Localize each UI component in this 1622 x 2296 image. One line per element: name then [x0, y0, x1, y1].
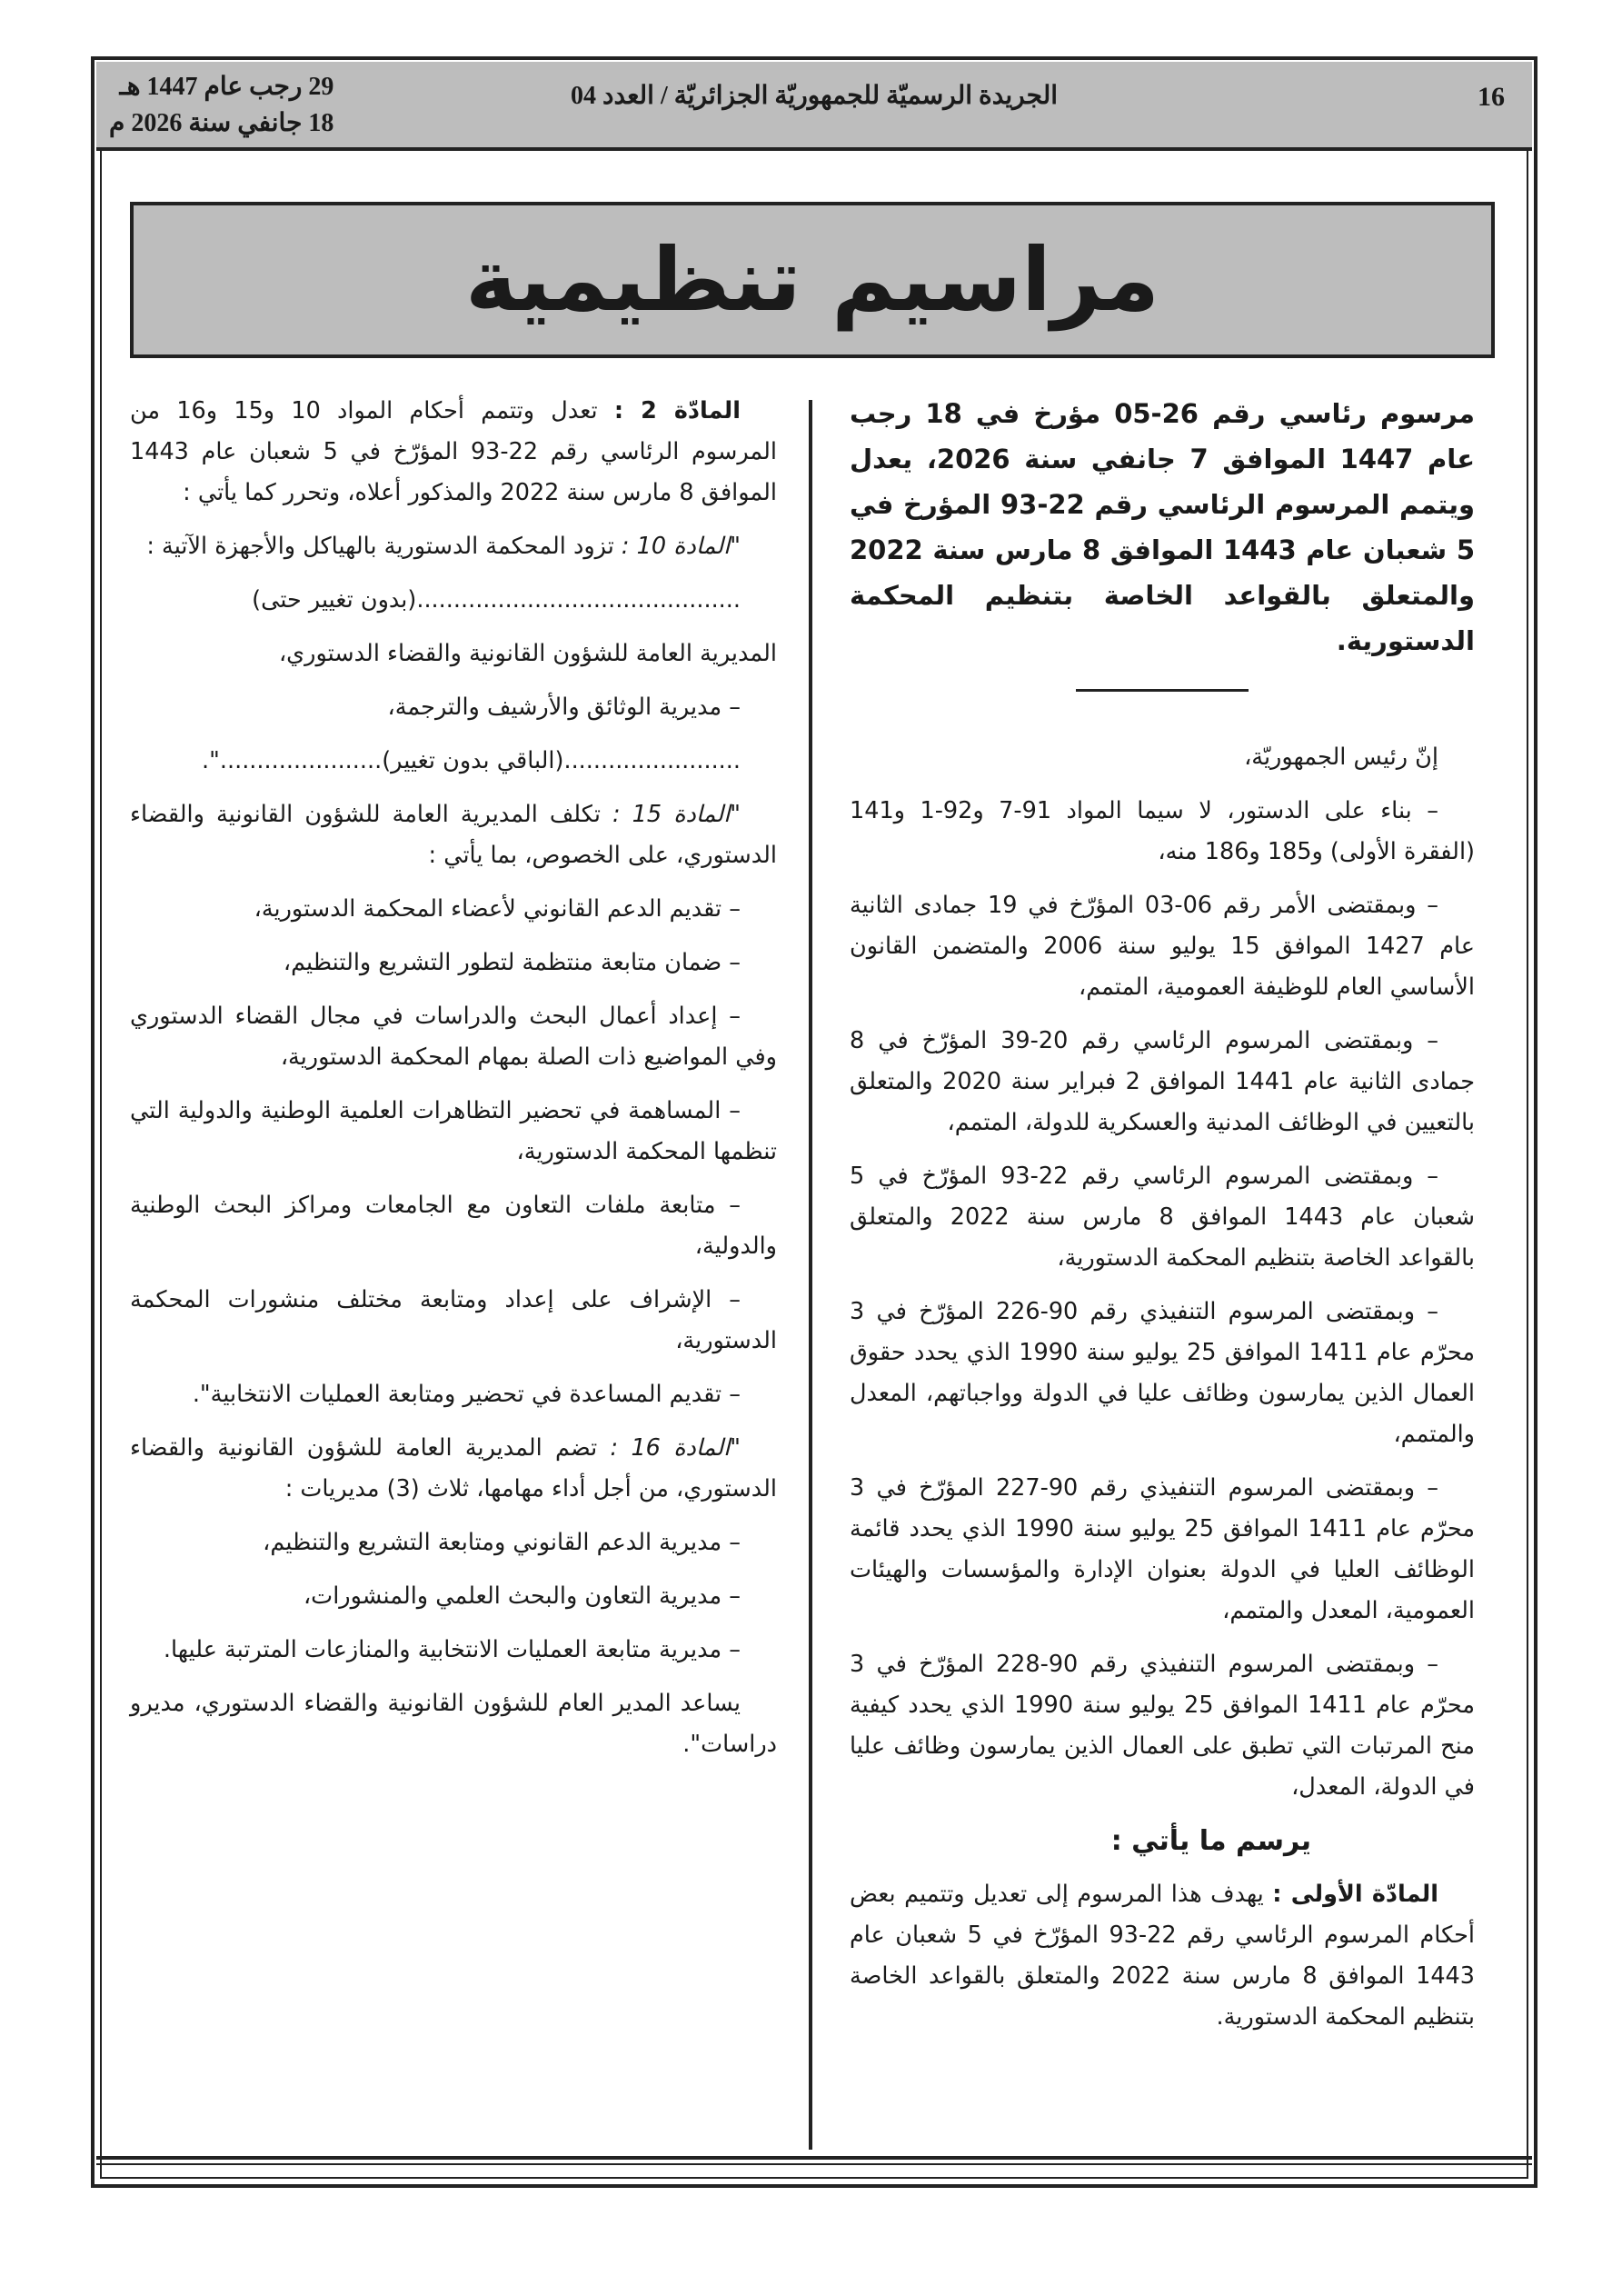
closing-paragraph: يساعد المدير العام للشؤون القانونية والقضاء الدستوري، مديرو دراسات". — [130, 1690, 777, 1758]
recital: – وبمقتضى المرسوم التنفيذي رقم 90-226 المؤرّخ في 3 محرّم عام 1411 الموافق 25 يوليو سنة 1990 الذي يحدد حقوق العمال الذين يمارسون وظائف عليا في الدولة وواجباتهم، المعدل والمتمم، — [850, 1298, 1475, 1448]
list-item: – مديرية الوثائق والأرشيف والترجمة، — [387, 694, 741, 721]
article-1 — [850, 1874, 1475, 2038]
recital: – وبمقتضى المرسوم التنفيذي رقم 90-228 المؤرّخ في 3 محرّم عام 1411 الموافق 25 يوليو سنة 1990 الذي يحدد كيفية منح المرتبات التي تطبق على العمال الذين يمارسون وظائف عليا في الدولة، المعدل، — [850, 1651, 1475, 1801]
list-item: ............................................(بدون تغيير حتى) — [252, 586, 741, 614]
list-item: المديرية العامة للشؤون القانونية والقضاء الدستوري، — [278, 640, 777, 667]
article-16-text: تضم المديرية العامة للشؤون القانونية والقضاء الدستوري، من أجل أداء مهامها، ثلاث (3) مديريات : — [130, 1434, 777, 1502]
list-item: – تقديم الدعم القانوني لأعضاء المحكمة الدستورية، — [254, 895, 741, 923]
list-item: – المساهمة في تحضير التظاهرات العلمية الوطنية والدولية التي تنظمها المحكمة الدستورية، — [130, 1097, 777, 1165]
bottom-rule — [96, 2156, 1532, 2160]
article-15-text: تكلف المديرية العامة للشؤون القانونية والقضاء الدستوري، على الخصوص، بما يأتي : — [130, 801, 777, 869]
recital: – وبمقتضى المرسوم التنفيذي رقم 90-227 المؤرّخ في 3 محرّم عام 1411 الموافق 25 يوليو سنة 1990 الذي يحدد قائمة الوظائف العليا في الدولة بعنوان الإدارة والمؤسسات والهيئات العمومية، المعدل والمتمم، — [850, 1474, 1475, 1624]
recital: – وبمقتضى المرسوم الرئاسي رقم 20-39 المؤرّخ في 8 جمادى الثانية عام 1441 الموافق 2 فبراير سنة 2020 والمتعلق بالتعيين في الوظائف المدنية والعسكرية للدولة، المتمم، — [850, 1027, 1475, 1136]
section-title-box — [130, 202, 1495, 358]
decree-title: مرسوم رئاسي رقم 26-05 مؤرخ في 18 رجب عام 1447 الموافق 7 جانفي سنة 2026، يعدل ويتمم المرسوم الرئاسي رقم 22-93 المؤرخ في 5 شعبان عام 1443 الموافق 8 مارس سنة 2022 والمتعلق بالقواعد الخاصة بتنظيم المحكمة الدستورية. — [850, 398, 1476, 656]
list-item: – الإشراف على إعداد ومتابعة مختلف منشورات المحكمة الدستورية، — [130, 1286, 777, 1354]
gregorian-date: 18 جانفي سنة 2026 م — [109, 109, 334, 137]
article-1-text: يهدف هذا المرسوم إلى تعديل وتتميم بعض أحكام المرسوم الرئاسي رقم 22-93 المؤرّخ في 5 شعبان عام 1443 الموافق 8 مارس سنة 2022 والمتعلق بالقواعد الخاصة بتنظيم المحكمة الدستورية. — [850, 1881, 1475, 2031]
section-title: مراسيم تنظيمية — [464, 229, 1160, 331]
hijri-date: 29 رجب عام 1447 هـ — [119, 73, 334, 101]
bottom-rule-thin — [96, 2163, 1532, 2165]
list-item: – مديرية التعاون والبحث العلمي والمنشورات، — [303, 1582, 741, 1610]
left-column — [130, 391, 777, 1778]
list-item: ........................(الباقي بدون تغيير)......................". — [202, 747, 741, 774]
list-item: – إعداد أعمال البحث والدراسات في مجال القضاء الدستوري وفي المواضيع ذات الصلة بمهام المحكمة الدستورية، — [130, 1003, 777, 1071]
article-15-label: "المادة 15 : — [612, 801, 741, 828]
recital: – وبمقتضى المرسوم الرئاسي رقم 22-93 المؤرّخ في 5 شعبان عام 1443 الموافق 8 مارس سنة 2022 والمتعلق بالقواعد الخاصة بتنظيم المحكمة الدستورية، — [850, 1163, 1476, 1272]
article-10-label: "المادة 10 : — [621, 533, 741, 560]
issue-dates — [109, 69, 333, 142]
separator-rule — [1076, 689, 1249, 692]
article-1-label: المادّة الأولى : — [1272, 1881, 1439, 1908]
recital: – بناء على الدستور، لا سيما المواد 91-7 و92-1 و141 (الفقرة الأولى) و185 و186 منه، — [850, 797, 1475, 865]
list-item: – ضمان متابعة منتظمة لتطور التشريع والتنظيم، — [283, 949, 741, 976]
preamble: إنّ رئيس الجمهوريّة، — [1244, 744, 1438, 771]
article-2-text: تعدل وتتمم أحكام المواد 10 و15 و16 من المرسوم الرئاسي رقم 22-93 المؤرّخ في 5 شعبان عام 1443 الموافق 8 مارس سنة 2022 والمذكور أعلاه، وتحرر كما يأتي : — [130, 397, 778, 506]
list-item: – متابعة ملفات التعاون مع الجامعات ومراكز البحث الوطنية والدولية، — [130, 1192, 777, 1260]
journal-title: الجريدة الرسميّة للجمهوريّة الجزائريّة / العدد 04 — [570, 82, 1059, 110]
page-header — [96, 62, 1532, 151]
decrees-heading: يرسم ما يأتي : — [1110, 1825, 1311, 1857]
list-item: – تقديم المساعدة في تحضير ومتابعة العمليات الانتخابية". — [192, 1381, 741, 1408]
article-15 — [130, 794, 777, 876]
list-item: – مديرية متابعة العمليات الانتخابية والمنازعات المترتبة عليها. — [163, 1636, 741, 1663]
article-10-text: تزود المحكمة الدستورية بالهياكل والأجهزة الآتية : — [146, 533, 614, 560]
column-divider — [809, 400, 812, 2150]
page-number: 16 — [1478, 82, 1505, 112]
article-16 — [130, 1428, 777, 1510]
list-item: – مديرية الدعم القانوني ومتابعة التشريع والتنظيم، — [263, 1529, 741, 1556]
right-column — [850, 391, 1475, 2051]
recital: – وبمقتضى الأمر رقم 06-03 المؤرّخ في 19 جمادى الثانية عام 1427 الموافق 15 يوليو سنة 2006 والمتضمن القانون الأساسي العام للوظيفة العمومية، المتمم، — [850, 892, 1475, 1001]
article-2 — [130, 391, 777, 514]
article-10 — [130, 526, 777, 567]
article-16-label: "المادة 16 : — [610, 1434, 741, 1462]
article-2-label: المادّة 2 : — [613, 397, 741, 424]
